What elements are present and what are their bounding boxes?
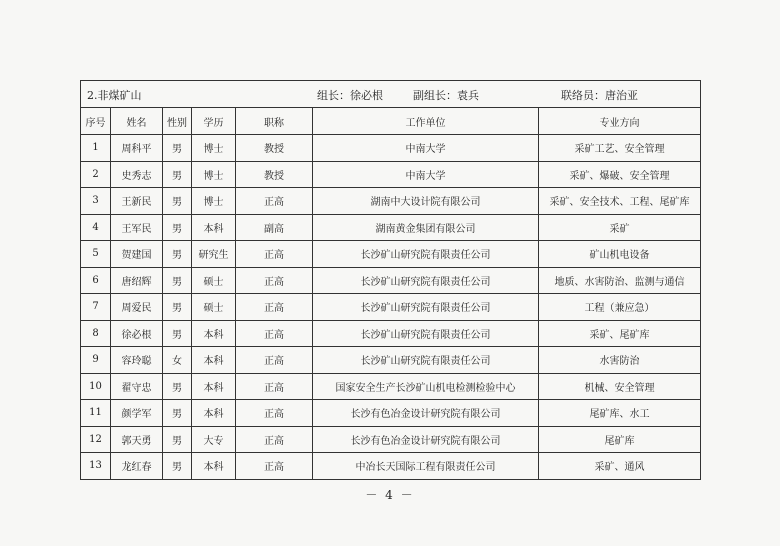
- column-header-gender: 性别: [163, 108, 192, 135]
- cell-title: 副高: [236, 214, 313, 241]
- cell-name: 王军民: [111, 214, 163, 241]
- group-header-cell: [81, 81, 701, 108]
- column-header-unit: 工作单位: [313, 108, 539, 135]
- cell-education: 本科: [192, 214, 236, 241]
- liaison-contact: 联络员：唐治亚: [561, 89, 638, 102]
- cell-name: 徐必根: [111, 320, 163, 347]
- column-header-field: 专业方向: [539, 108, 701, 135]
- cell-unit: 长沙有色冶金设计研究院有限公司: [313, 400, 539, 427]
- cell-unit: 湖南黄金集团有限公司: [313, 214, 539, 241]
- table-row: [81, 267, 701, 294]
- cell-gender: 男: [163, 400, 192, 427]
- cell-field: 采矿、通风: [539, 453, 701, 480]
- cell-gender: 男: [163, 214, 192, 241]
- cell-title: 正高: [236, 241, 313, 268]
- cell-gender: 男: [163, 267, 192, 294]
- cell-name: 翟守忠: [111, 373, 163, 400]
- column-header-no: 序号: [81, 108, 111, 135]
- cell-name: 周科平: [111, 135, 163, 162]
- cell-title: 正高: [236, 400, 313, 427]
- table-row: [81, 161, 701, 188]
- cell-gender: 女: [163, 347, 192, 374]
- cell-title: 教授: [236, 135, 313, 162]
- cell-unit: 湖南中大设计院有限公司: [313, 188, 539, 215]
- cell-name: 颜学军: [111, 400, 163, 427]
- table-row: [81, 294, 701, 321]
- cell-field: 采矿工艺、安全管理: [539, 135, 701, 162]
- cell-name: 龙红春: [111, 453, 163, 480]
- cell-no: 3: [81, 188, 111, 215]
- table-row: [81, 241, 701, 268]
- cell-no: 10: [81, 373, 111, 400]
- expert-roster-table: [80, 80, 701, 480]
- cell-title: 正高: [236, 347, 313, 374]
- cell-field: 尾矿库: [539, 426, 701, 453]
- group-header-row: [81, 81, 701, 108]
- cell-field: 水害防治: [539, 347, 701, 374]
- cell-no: 13: [81, 453, 111, 480]
- cell-name: 王新民: [111, 188, 163, 215]
- cell-field: 采矿、爆破、安全管理: [539, 161, 701, 188]
- cell-field: 采矿、安全技术、工程、尾矿库: [539, 188, 701, 215]
- cell-education: 研究生: [192, 241, 236, 268]
- cell-title: 正高: [236, 267, 313, 294]
- cell-gender: 男: [163, 453, 192, 480]
- cell-education: 博士: [192, 161, 236, 188]
- cell-name: 周爱民: [111, 294, 163, 321]
- cell-unit: 长沙矿山研究院有限责任公司: [313, 294, 539, 321]
- cell-no: 11: [81, 400, 111, 427]
- table-row: [81, 347, 701, 374]
- column-header-row: [81, 108, 701, 135]
- cell-gender: 男: [163, 320, 192, 347]
- cell-unit: 长沙矿山研究院有限责任公司: [313, 347, 539, 374]
- cell-gender: 男: [163, 161, 192, 188]
- cell-unit: 中南大学: [313, 161, 539, 188]
- cell-unit: 长沙矿山研究院有限责任公司: [313, 320, 539, 347]
- cell-title: 教授: [236, 161, 313, 188]
- section-title: 2.非煤矿山: [87, 89, 142, 102]
- cell-title: 正高: [236, 188, 313, 215]
- cell-title: 正高: [236, 320, 313, 347]
- cell-education: 本科: [192, 347, 236, 374]
- cell-name: 容玲聪: [111, 347, 163, 374]
- table-row: [81, 426, 701, 453]
- cell-no: 4: [81, 214, 111, 241]
- cell-education: 博士: [192, 135, 236, 162]
- cell-unit: 长沙有色冶金设计研究院有限公司: [313, 426, 539, 453]
- cell-unit: 中冶长天国际工程有限责任公司: [313, 453, 539, 480]
- cell-education: 博士: [192, 188, 236, 215]
- cell-gender: 男: [163, 426, 192, 453]
- cell-name: 史秀志: [111, 161, 163, 188]
- cell-education: 本科: [192, 320, 236, 347]
- table-row: [81, 453, 701, 480]
- cell-no: 8: [81, 320, 111, 347]
- cell-gender: 男: [163, 188, 192, 215]
- cell-no: 7: [81, 294, 111, 321]
- table-row: [81, 135, 701, 162]
- cell-education: 本科: [192, 453, 236, 480]
- table-row: [81, 214, 701, 241]
- cell-field: 尾矿库、水工: [539, 400, 701, 427]
- cell-title: 正高: [236, 453, 313, 480]
- cell-gender: 男: [163, 135, 192, 162]
- cell-education: 本科: [192, 400, 236, 427]
- table-row: [81, 400, 701, 427]
- cell-gender: 男: [163, 241, 192, 268]
- cell-field: 机械、安全管理: [539, 373, 701, 400]
- cell-no: 2: [81, 161, 111, 188]
- cell-field: 矿山机电设备: [539, 241, 701, 268]
- cell-unit: 中南大学: [313, 135, 539, 162]
- cell-education: 硕士: [192, 294, 236, 321]
- cell-name: 郭天勇: [111, 426, 163, 453]
- cell-name: 贺建国: [111, 241, 163, 268]
- cell-field: 工程（兼应急）: [539, 294, 701, 321]
- group-leader: 组长：徐必根: [317, 89, 383, 102]
- table-row: [81, 188, 701, 215]
- column-header-title: 职称: [236, 108, 313, 135]
- cell-field: 采矿、尾矿库: [539, 320, 701, 347]
- cell-gender: 男: [163, 294, 192, 321]
- cell-unit: 长沙矿山研究院有限责任公司: [313, 241, 539, 268]
- column-header-education: 学历: [192, 108, 236, 135]
- cell-education: 大专: [192, 426, 236, 453]
- column-header-name: 姓名: [111, 108, 163, 135]
- cell-no: 5: [81, 241, 111, 268]
- cell-no: 9: [81, 347, 111, 374]
- deputy-leader: 副组长：袁兵: [413, 89, 479, 102]
- cell-education: 硕士: [192, 267, 236, 294]
- cell-title: 正高: [236, 294, 313, 321]
- cell-field: 采矿: [539, 214, 701, 241]
- cell-unit: 国家安全生产长沙矿山机电检测检验中心: [313, 373, 539, 400]
- cell-education: 本科: [192, 373, 236, 400]
- page-number: － 4 －: [365, 488, 415, 502]
- cell-no: 1: [81, 135, 111, 162]
- cell-field: 地质、水害防治、监测与通信: [539, 267, 701, 294]
- cell-title: 正高: [236, 426, 313, 453]
- table-row: [81, 320, 701, 347]
- cell-no: 12: [81, 426, 111, 453]
- cell-no: 6: [81, 267, 111, 294]
- cell-unit: 长沙矿山研究院有限责任公司: [313, 267, 539, 294]
- cell-title: 正高: [236, 373, 313, 400]
- cell-name: 唐绍辉: [111, 267, 163, 294]
- table-row: [81, 373, 701, 400]
- cell-gender: 男: [163, 373, 192, 400]
